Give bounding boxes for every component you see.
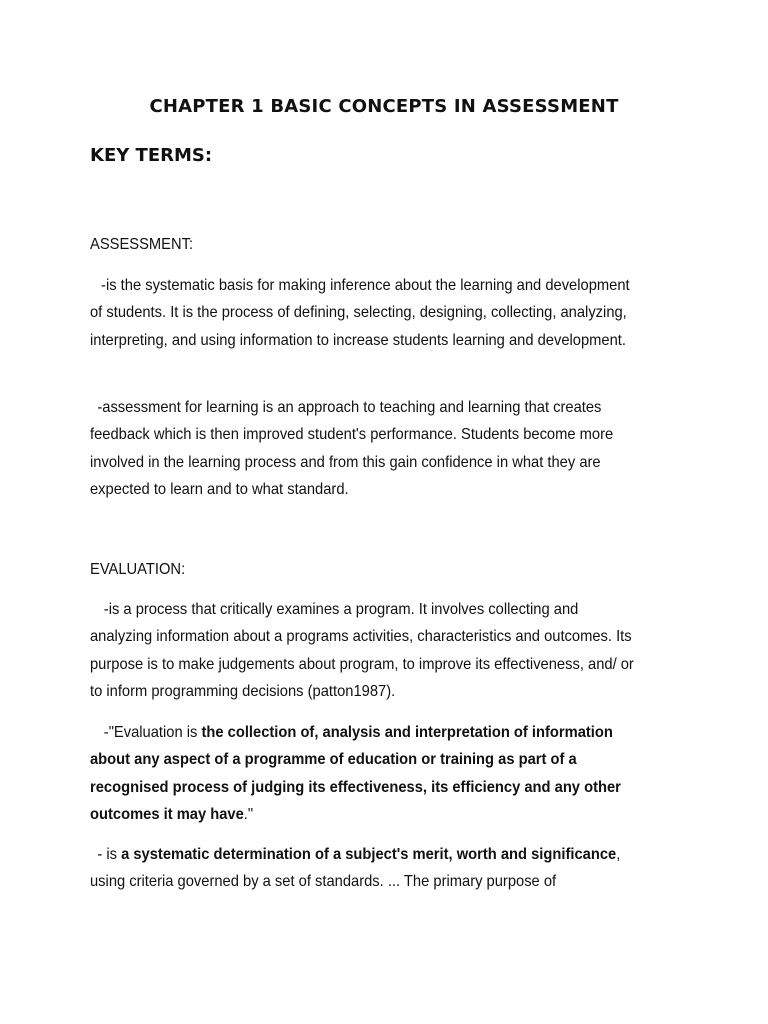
evaluation-paragraph-3-bold: a systematic determination of a subject's merit, worth and significance [121, 846, 617, 863]
evaluation-paragraph-1-text: -is a process that critically examines a program. It involves collecting and analyzing information about a programs activities, characteristics and outcomes. Its purpose is to make judgements about program, to improve its effectiveness, and/ or to inform programming decisions (patton1987). [90, 601, 634, 700]
evaluation-paragraph-1 [90, 596, 642, 705]
evaluation-paragraph-3-suffix: , using criteria governed by a set of standards. ... The primary purpose of [90, 846, 621, 891]
evaluation-paragraph-2-bold: the collection of, analysis and interpretation of information about any aspect of a programme of education or training as part of a recognised process of judging its effectiveness, its efficiency and any other outcomes it may have [90, 724, 621, 823]
assessment-paragraph-2 [90, 394, 642, 503]
key-terms-heading: KEY TERMS: [90, 145, 213, 166]
assessment-paragraph-2-text: -assessment for learning is an approach to teaching and learning that creates feedback which is then improved student's performance. Students become more involved in the learning process and from this gain confidence in what they are expected to learn and to what standard. [90, 399, 614, 498]
assessment-heading: ASSESSMENT: [90, 236, 194, 253]
evaluation-heading: EVALUATION: [90, 561, 186, 578]
evaluation-paragraph-2-suffix: ." [243, 805, 254, 823]
assessment-paragraph-1 [90, 272, 642, 354]
evaluation-paragraph-2 [90, 719, 642, 828]
evaluation-paragraph-3-prefix: - is [97, 846, 122, 863]
evaluation-paragraph-3 [90, 841, 642, 896]
evaluation-paragraph-2-prefix: -"Evaluation is [103, 724, 202, 741]
assessment-paragraph-1-text: -is the systematic basis for making inference about the learning and development of students. It is the process of defining, selecting, designing, collecting, analyzing, interpreting, and using information to increase students learning and development. [90, 277, 630, 349]
chapter-title: CHAPTER 1 BASIC CONCEPTS IN ASSESSMENT [149, 96, 619, 117]
